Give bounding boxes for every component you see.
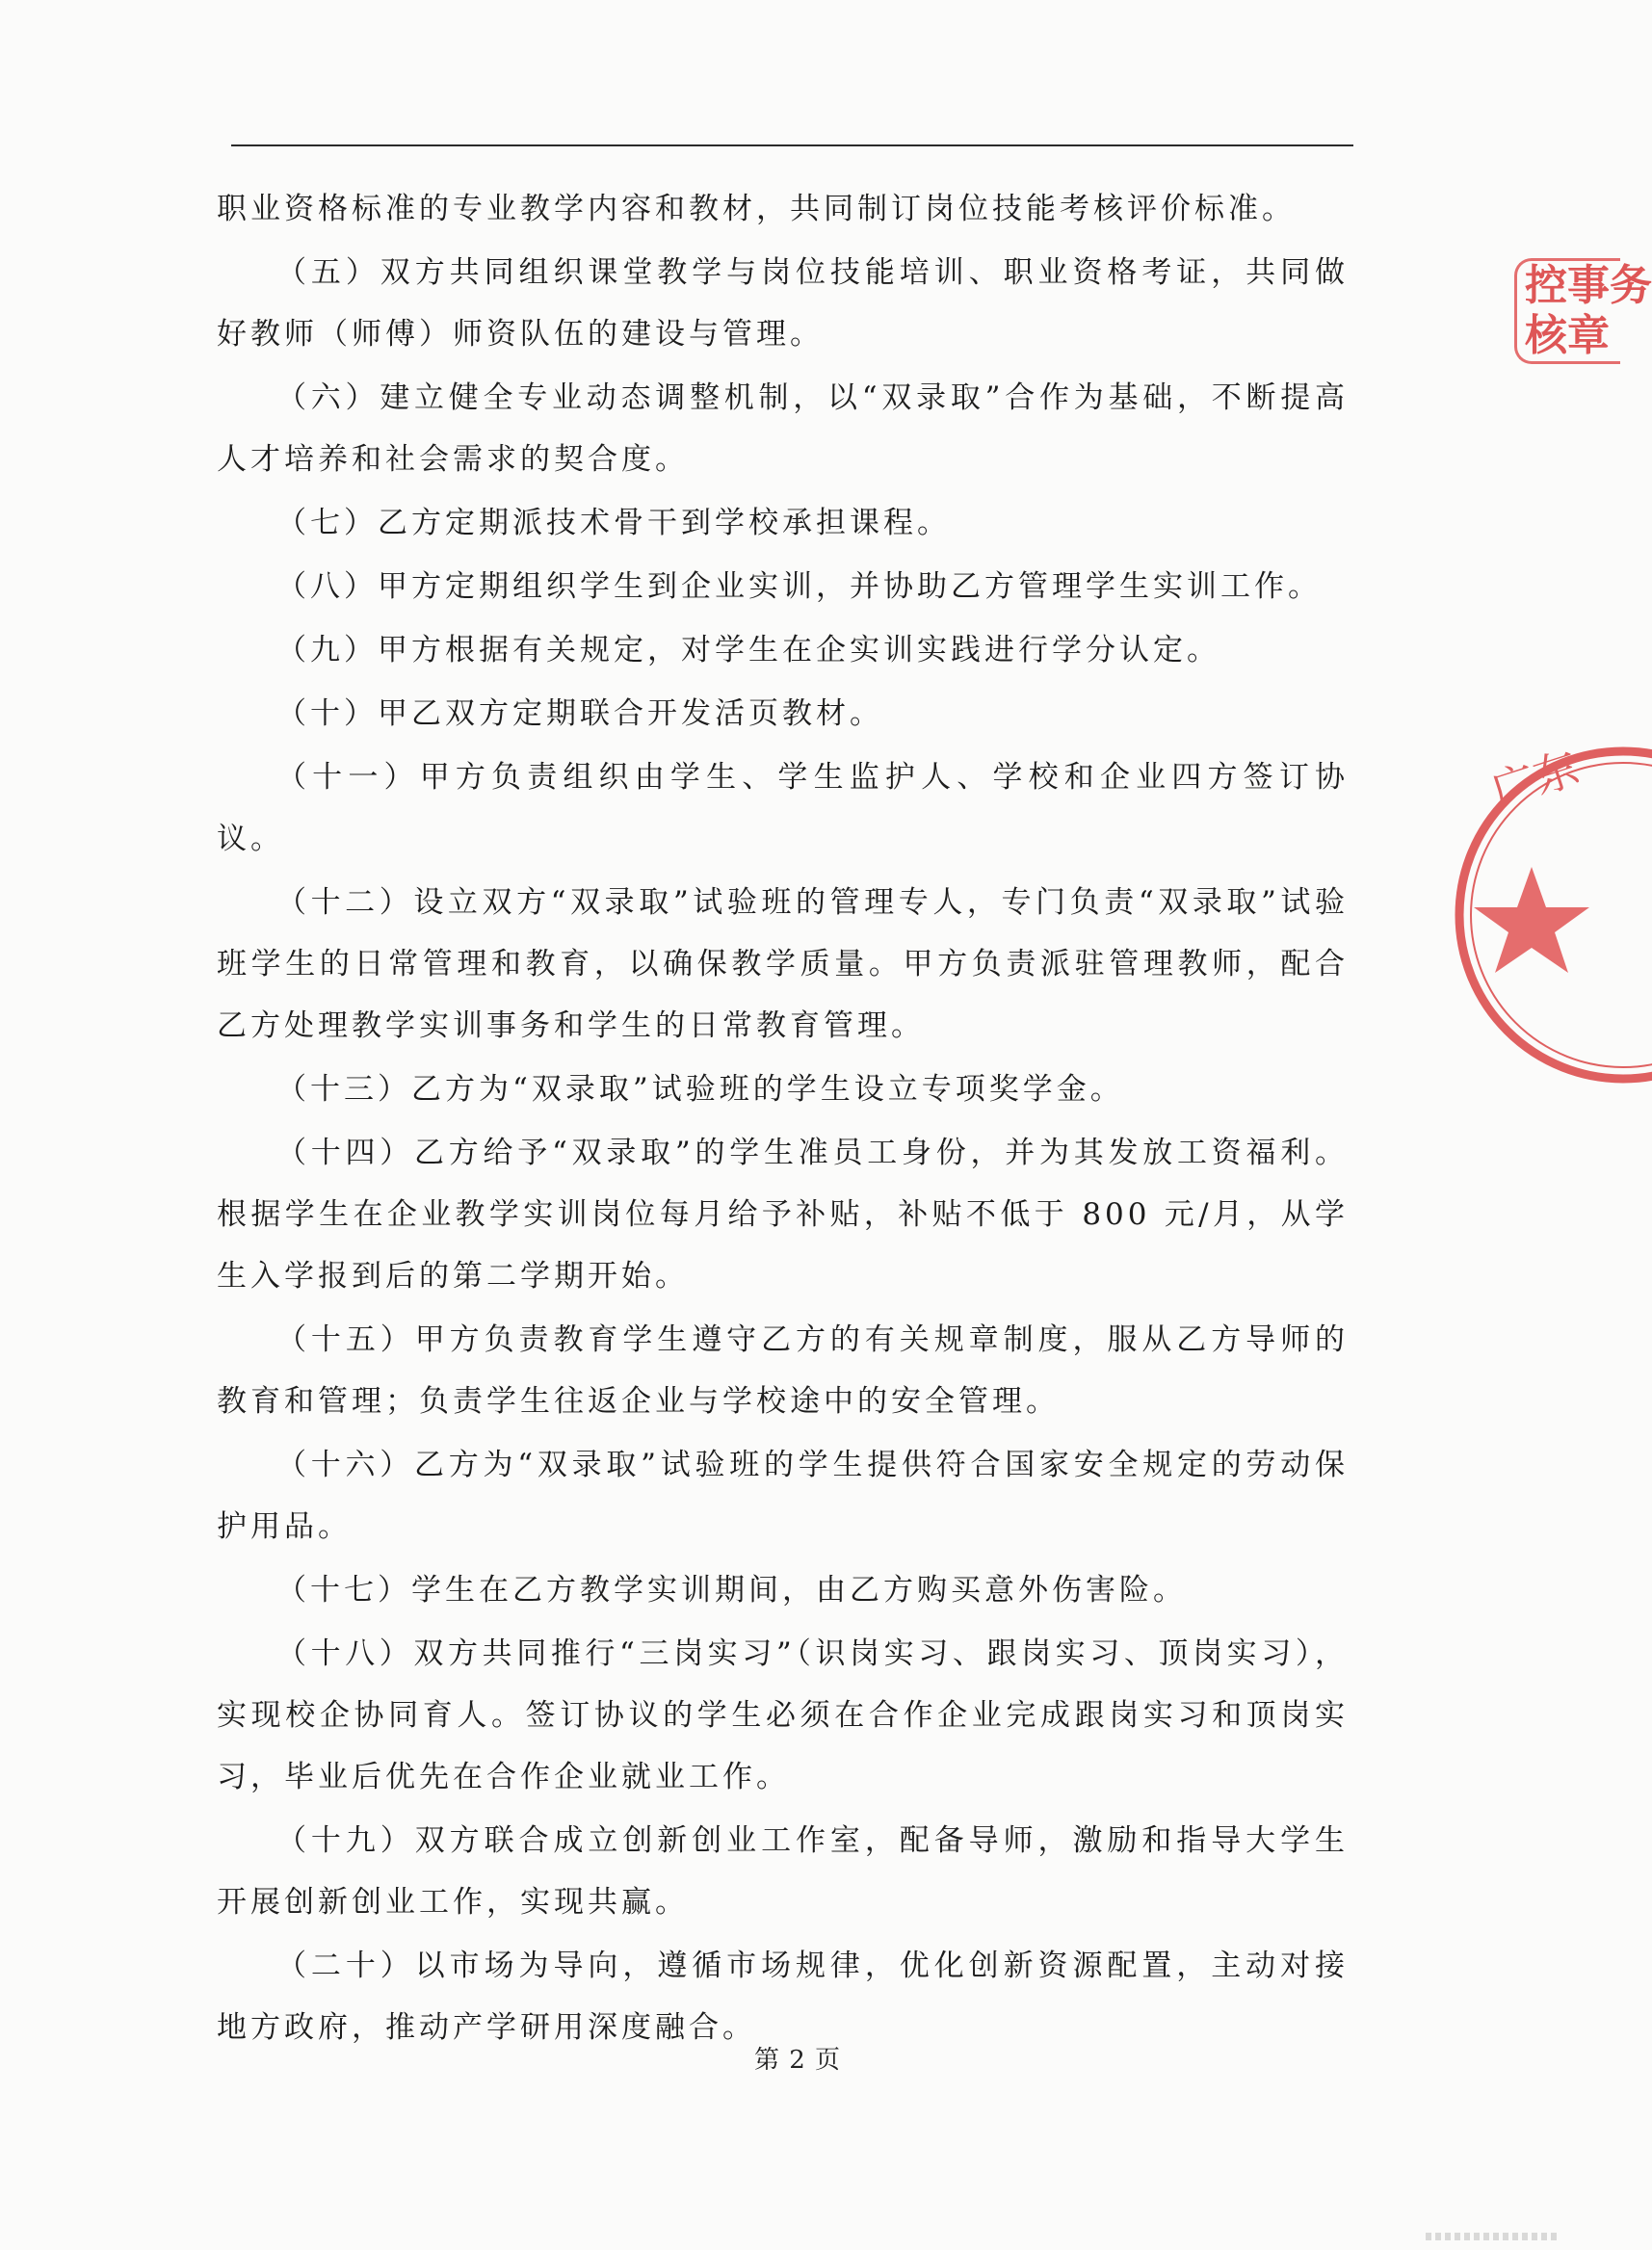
approval-stamp [1514, 258, 1652, 364]
paragraph-13: （十三）乙方为“双录取”试验班的学生设立专项奖学金。 [276, 1072, 1124, 1107]
paragraph-19: （十九）双方联合成立创新创业工作室，配备导师，激励和指导大学生开展创新创业工作，实现共赢。 [217, 1823, 1349, 1920]
paragraph-5: （五）双方共同组织课堂教学与岗位技能培训、职业资格考证，共同做好教师（师傅）师资队伍的建设与管理。 [217, 255, 1349, 352]
official-seal-icon [1445, 732, 1638, 1098]
paragraph-17: （十七）学生在乙方教学实训期间，由乙方购买意外伤害险。 [276, 1573, 1187, 1608]
paragraph-18: （十八）双方共同推行“三岗实习”（识岗实习、跟岗实习、顶岗实习），实现校企协同育人。签订协议的学生必须在合作企业完成跟岗实习和顶岗实习，毕业后优先在合作企业就业工作。 [217, 1636, 1349, 1794]
paragraph-8: （八）甲方定期组织学生到企业实训，并协助乙方管理学生实训工作。 [276, 569, 1322, 604]
seal-text: 广东 [1484, 741, 1586, 819]
approval-stamp-text: 控事务 核章 [1525, 261, 1652, 360]
document-body [217, 178, 1349, 2060]
paragraph-11: （十一）甲方负责组织由学生、学生监护人、学校和企业四方签订协议。 [217, 760, 1349, 856]
paragraph-7: （七）乙方定期派技术骨干到学校承担课程。 [276, 506, 951, 540]
header-rule [231, 144, 1353, 146]
paragraph-0: 职业资格标准的专业教学内容和教材，共同制订岗位技能考核评价标准。 [217, 192, 1296, 226]
paragraph-12: （十二）设立双方“双录取”试验班的管理专人，专门负责“双录取”试验班学生的日常管理和教育，以确保教学质量。甲方负责派驻管理教师，配合乙方处理教学实训事务和学生的日常教育管理。 [217, 885, 1349, 1043]
paragraph-10: （十）甲乙双方定期联合开发活页教材。 [276, 696, 883, 731]
paragraph-20: （二十）以市场为导向，遵循市场规律，优化创新资源配置，主动对接地方政府，推动产学研用深度融合。 [217, 1949, 1349, 2045]
scan-artifact [1426, 2233, 1560, 2240]
page-number: 第 2 页 [753, 2046, 842, 2075]
paragraph-16: （十六）乙方为“双录取”试验班的学生提供符合国家安全规定的劳动保护用品。 [217, 1448, 1349, 1544]
paragraph-9: （九）甲方根据有关规定，对学生在企实训实践进行学分认定。 [276, 633, 1220, 667]
paragraph-6: （六）建立健全专业动态调整机制，以“双录取”合作为基础，不断提高人才培养和社会需求的契合度。 [217, 380, 1349, 477]
paragraph-14: （十四）乙方给予“双录取”的学生准员工身份，并为其发放工资福利。根据学生在企业教学实训岗位每月给予补贴，补贴不低于 800 元/月，从学生入学报到后的第二学期开始。 [217, 1136, 1349, 1294]
paragraph-15: （十五）甲方负责教育学生遵守乙方的有关规章制度，服从乙方导师的教育和管理；负责学生往返企业与学校途中的安全管理。 [217, 1322, 1349, 1419]
